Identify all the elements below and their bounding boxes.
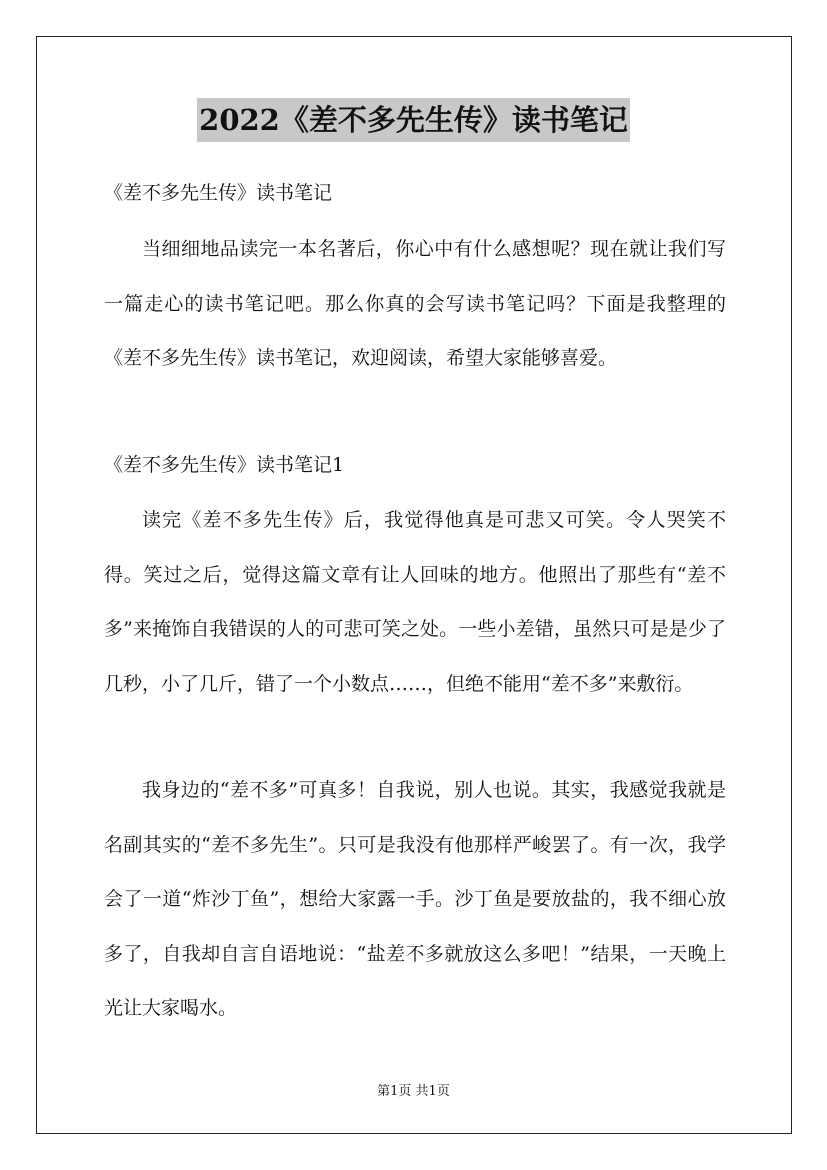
subheading-intro: 《差不多先生传》读书笔记 [104,182,333,204]
document-title: 2022《差不多先生传》读书笔记 [197,98,630,142]
subheading-note-1: 《差不多先生传》读书笔记1 [104,454,345,476]
body-paragraph-1: 读完《差不多先生传》后，我觉得他真是可悲又可笑。令人哭笑不得。笑过之后，觉得这篇文章有让人回味的地方。他照出了那些有“差不多”来掩饰自我错误的人的可悲可笑之处。一些小差错，虽然只可是是少了几秒，小了几斤，错了一个小数点……，但绝不能用“差不多”来敷衍。 [104,509,726,695]
title-container [0,98,827,142]
intro-paragraph: 当细细地品读完一本名著后，你心中有什么感想呢？现在就让我们写一篇走心的读书笔记吧。那么你真的会写读书笔记吗？下面是我整理的《差不多先生传》读书笔记，欢迎阅读，希望大家能够喜爱。 [104,238,726,369]
body-paragraph-2: 我身边的“差不多”可真多！自我说，别人也说。其实，我感觉我就是名副其实的“差不多先生”。只可是我没有他那样严峻罢了。有一次，我学会了一道“炸沙丁鱼”，想给大家露一手。沙丁鱼是要放盐的，我不细心放多了，自我却自言自语地说：“盐差不多就放这么多吧！”结果，一天晚上光让大家喝水。 [104,779,726,1019]
page-footer: 第1页 共1页 [377,1084,450,1099]
